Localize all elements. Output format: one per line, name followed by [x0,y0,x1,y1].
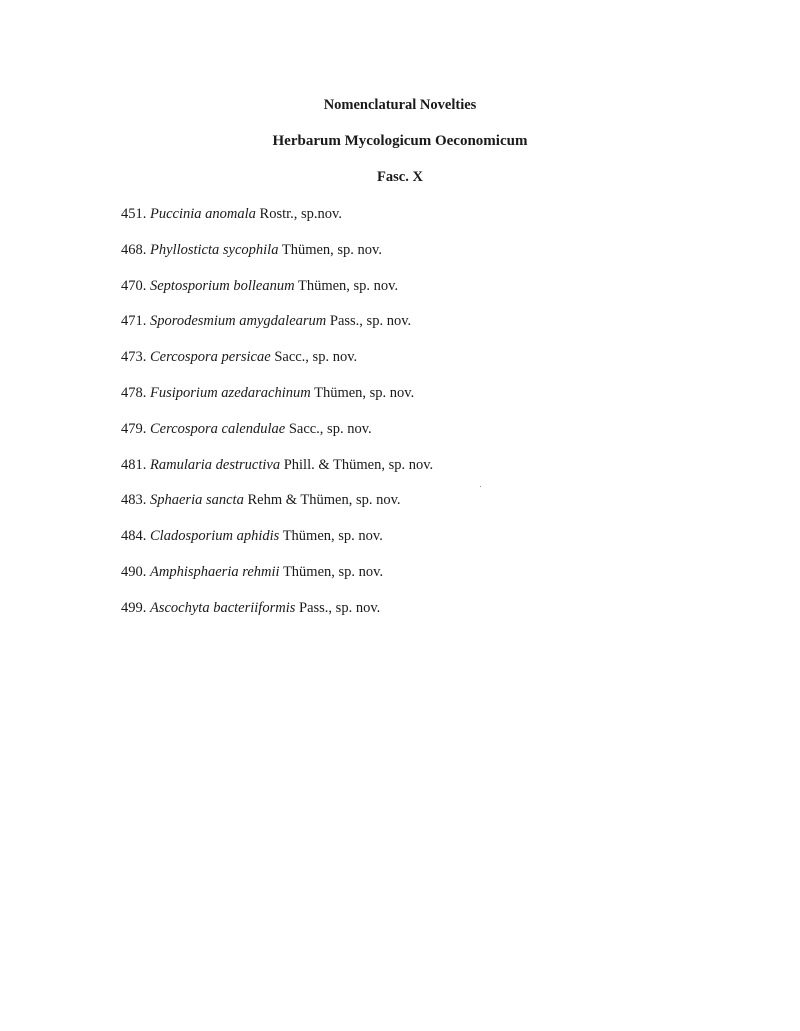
entry-number: 479. [121,420,147,437]
species-name: Puccinia anomala [150,206,256,222]
species-name: Ascochyta bacteriiformis [150,599,296,616]
entry-number: 471. [121,313,147,330]
list-item [121,527,433,563]
page-title: Nomenclatural Novelties [323,97,477,113]
species-name: Cladosporium aphidis [150,528,280,545]
authority: Pass., sp. nov. [329,313,412,330]
entry-number: 499. [121,599,147,616]
list-item [121,384,433,420]
list-item [121,420,433,456]
list-item [121,348,433,384]
authority: Thümen, sp. nov. [281,241,382,258]
list-item [121,491,433,527]
species-name: Sporodesmium amygdalearum [150,313,327,330]
entry-number: 468. [121,241,147,258]
authority: Sacc., sp. nov. [274,349,358,366]
authority: Rehm & Thümen, sp. nov. [247,492,401,509]
entry-number: 481. [121,456,147,473]
list-item [121,241,433,277]
authority: Thümen, sp. nov. [297,277,399,294]
novelty-list [121,205,433,635]
species-name: Septosporium bolleanum [150,277,295,294]
species-name: Sphaeria sancta [150,492,244,509]
authority: Thümen, sp. nov. [282,528,383,545]
species-name: Fusiporium azedarachinum [150,384,311,401]
species-name: Cercospora persicae [150,349,271,366]
authority: Phill. & Thümen, sp. nov. [283,456,434,473]
authority: Sacc., sp. nov. [288,420,372,437]
species-name: Ramularia destructiva [150,456,281,473]
list-item [121,599,433,635]
fascicle-label: Fasc. X [377,169,423,185]
species-name: Amphisphaeria rehmii [150,563,280,580]
authority: Thümen, sp. nov. [282,563,384,580]
entry-number: 451. [121,206,147,222]
entry-number: 470. [121,277,147,294]
page-subtitle: Herbarum Mycologicum Oeconomicum [272,133,528,149]
entry-number: 473. [121,349,147,366]
species-name: Phyllosticta sycophila [150,241,279,258]
list-item [121,456,433,492]
list-item [121,563,433,599]
list-item [121,277,433,313]
species-name: Cercospora calendulae [150,420,286,437]
entry-number: 478. [121,384,147,401]
scan-speck [480,486,481,487]
authority: Rostr., sp.nov. [259,206,342,222]
entry-number: 490. [121,563,147,580]
entry-number: 484. [121,528,147,545]
authority: Pass., sp. nov. [299,599,381,616]
list-item [121,312,433,348]
list-item [121,205,433,241]
entry-number: 483. [121,492,147,509]
authority: Thümen, sp. nov. [314,384,415,401]
